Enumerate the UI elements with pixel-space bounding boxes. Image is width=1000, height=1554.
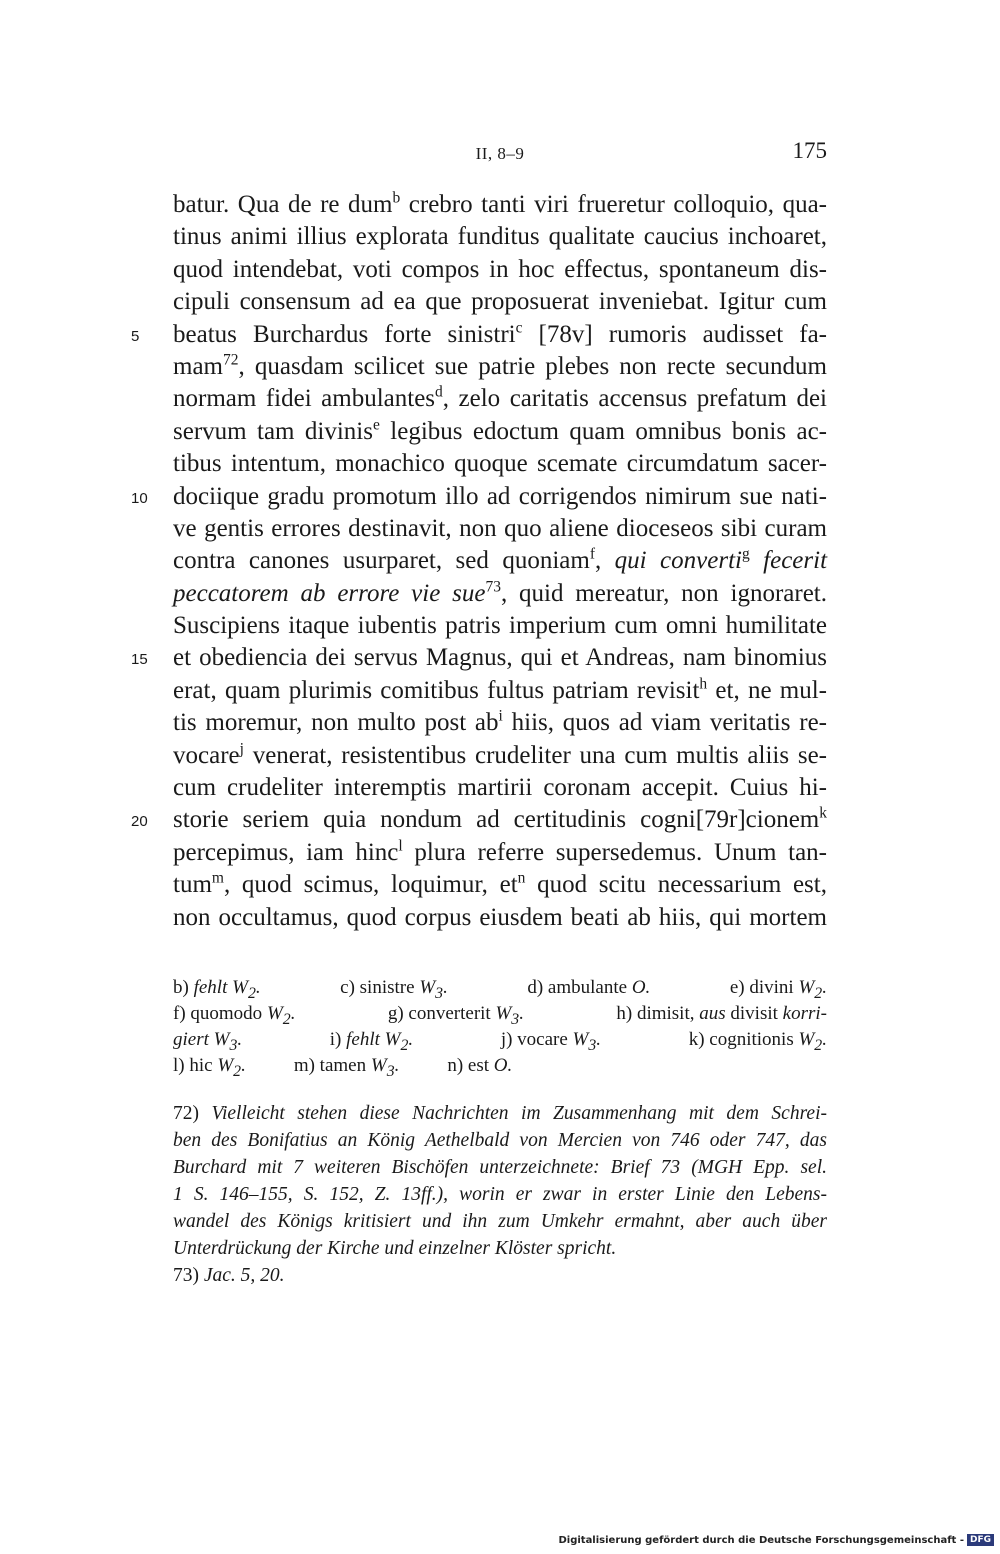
- running-head: [173, 138, 827, 172]
- apparatus-row: [173, 1027, 827, 1053]
- apparatus-entry: d) ambulante O.: [527, 977, 651, 998]
- footer-credit: [558, 1534, 994, 1546]
- line-text: mam$^{72}$, quasdam scilicet sue patrie plebes non recte secundum: [173, 351, 827, 380]
- line-text: normam fidei ambulantes$^d$, zelo caritatis accensus prefatum dei: [173, 383, 828, 413]
- apparatus-entry: j) vocare $W_3$.: [500, 1029, 602, 1054]
- apparatus-entry: l) hic $W_2$.: [173, 1055, 246, 1080]
- text-line: [173, 578, 827, 610]
- text-line: [173, 189, 827, 221]
- text-line: [131, 642, 827, 674]
- line-text: storie seriem quia nondum ad certitudinis cogni[79r]cionem$^k$: [173, 804, 827, 834]
- apparatus-row: [173, 975, 827, 1001]
- footer-text: Digitalisierung gefördert durch die Deutsche Forschungsgemeinschaft -: [558, 1534, 964, 1546]
- footnote-line: 1 S. 146–155, S. 152, Z. 13ff.), worin er zwar in erster Linie den Lebens-: [173, 1184, 827, 1205]
- text-line: [173, 610, 827, 642]
- line-text: quod intendebat, voti compos in hoc effectus, spontaneum dis-: [173, 255, 827, 283]
- text-line: [173, 869, 827, 901]
- line-text: contra canones usurparet, sed quoniam$^f$, qui converti$^g$ fecerit: [173, 545, 828, 575]
- footnote-line: ben des Bonifatius an König Aethelbald von Mercien von 746 oder 747, das: [173, 1130, 827, 1151]
- text-line: [173, 675, 827, 707]
- line-number: 5: [131, 327, 140, 345]
- line-text: tibus intentum, monachico quoque scemate circumdatum sacer-: [173, 450, 827, 478]
- line-text: tinus animi illius explorata funditus qualitate caucius inchoaret,: [173, 223, 827, 251]
- line-number: 10: [131, 489, 148, 507]
- text-line: [173, 545, 827, 577]
- apparatus-entry: f) quomodo $W_2$.: [173, 1003, 296, 1028]
- line-number: 20: [131, 813, 148, 831]
- apparatus-entry: giert $W_3$.: [173, 1029, 243, 1054]
- text-line: [173, 740, 827, 772]
- line-text: batur. Qua de re dum$^b$ crebro tanti viri frueretur colloquio, qua-: [173, 189, 827, 218]
- footnotes: [173, 1100, 827, 1289]
- apparatus-row: [173, 1001, 827, 1027]
- footnote-line: 72) Vielleicht stehen diese Nachrichten im Zusammenhang mit dem Schrei-: [173, 1103, 827, 1124]
- line-text: tum$^m$, quod scimus, loquimur, $et^n$ quod scitu necessarium est,: [173, 869, 827, 899]
- apparatus-entry: k) cognitionis $W_2$.: [688, 1029, 827, 1054]
- text-line: [173, 416, 827, 448]
- line-number: 15: [131, 651, 148, 669]
- line-text: cum crudeliter interemptis martirii coronam accepit. Cuius hi-: [173, 774, 827, 802]
- line-text: erat, quam plurimis comitibus fultus patriam revisit$^h$ et, ne mul-: [173, 675, 827, 704]
- dfg-logo: DFG: [967, 1534, 994, 1546]
- line-text: Suscipiens itaque iubentis patris imperium cum omni humilitate: [173, 612, 827, 640]
- page-number: 175: [792, 138, 827, 163]
- line-text: peccatorem ab errore vie sue$^{73}$, quid mereatur, non ignoraret.: [173, 578, 827, 607]
- text-line: [131, 804, 827, 836]
- footnote-line: Burchard mit 7 weiteren Bischöfen unterzeichnete: Brief 73 (MGH Epp. sel.: [173, 1157, 827, 1178]
- apparatus-entry: h) dimisit, aus divisit korri-: [616, 1003, 827, 1024]
- apparatus-entry: c) sinistre $W_3$.: [340, 977, 448, 1002]
- apparatus-entry: n) est O.: [447, 1055, 513, 1076]
- main-text: [131, 189, 828, 934]
- footnote-line: Unterdrückung der Kirche und einzelner Klöster spricht.: [173, 1238, 617, 1259]
- text-line: [173, 902, 827, 934]
- line-text: cipuli consensum ad ea que proposuerat inveniebat. Igitur cum: [173, 288, 827, 316]
- text-line: [173, 383, 827, 415]
- text-line: [173, 772, 827, 804]
- line-text: percepimus, iam hinc$^l$ plura referre supersedemus. Unum tan-: [173, 837, 827, 866]
- line-text: ve gentis errores destinavit, non quo aliene dioceseos sibi curam: [173, 514, 827, 542]
- line-text: dociique gradu promotum illo ad corrigendos nimirum sue nati-: [173, 482, 827, 510]
- text-line: [173, 221, 827, 253]
- apparatus-entry: i) fehlt $W_2$.: [329, 1029, 414, 1054]
- apparatus-entry: b) fehlt $W_2$.: [173, 977, 261, 1002]
- line-text: tis moremur, non multo post $ab^i$ hiis, quos ad viam veritatis re-: [173, 707, 827, 737]
- text-line: [173, 254, 827, 286]
- text-line: [173, 707, 827, 739]
- apparatus-entry: g) converterit $W_3$.: [387, 1003, 524, 1028]
- text-line: [131, 318, 827, 351]
- apparatus-row: [173, 1053, 827, 1079]
- text-line: [173, 351, 827, 383]
- text-line: [173, 513, 827, 545]
- text-line: [173, 448, 827, 480]
- line-text: servum tam divinis$^e$ legibus edoctum quam omnibus bonis ac-: [173, 416, 828, 445]
- critical-apparatus: [173, 975, 827, 1079]
- text-line: [173, 837, 827, 869]
- apparatus-entry: e) divini $W_2$.: [729, 977, 827, 1002]
- footnote-line: 73) Jac. 5, 20.: [173, 1265, 285, 1286]
- text-line: [131, 481, 827, 513]
- line-text: non occultamus, quod corpus eiusdem beati ab hiis, qui mortem: [173, 903, 827, 931]
- line-text: beatus Burchardus forte sinistri$^c$ [78v] rumoris audisset fa-: [173, 318, 827, 348]
- text-line: [173, 286, 827, 318]
- line-text: et obediencia dei servus Magnus, qui et Andreas, nam binomius: [173, 644, 827, 672]
- line-text: vocare$^j$ venerat, resistentibus crudeliter una cum multis aliis se-: [173, 740, 827, 769]
- footnote-line: wandel des Königs kritisiert und ihn zum Umkehr ermahnt, aber auch über: [173, 1211, 827, 1232]
- apparatus-entry: m) tamen $W_3$.: [293, 1055, 400, 1080]
- running-head-section: II, 8–9: [475, 144, 525, 163]
